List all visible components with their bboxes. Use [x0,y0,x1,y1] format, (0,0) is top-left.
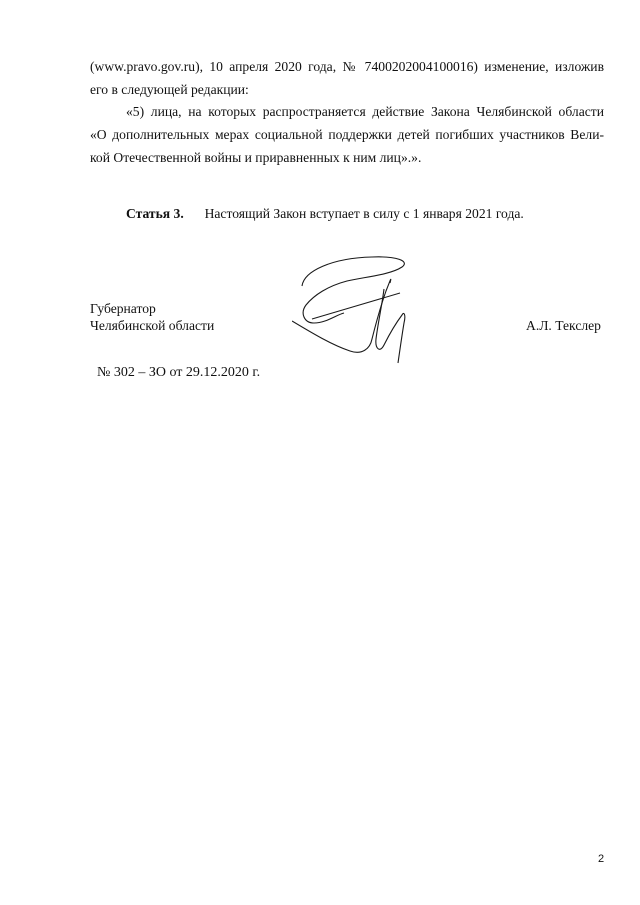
body-line-5: кой Отечественной войны и приравненных к ним лиц».». [90,150,422,165]
article-3-label: Статья 3. [126,206,184,221]
law-reference: № 302 – ЗО от 29.12.2020 г. [97,365,261,380]
handwritten-signature [292,253,422,365]
article-3-text: Настоящий Закон вступает в силу с 1 января 2021 года. [204,206,524,221]
governor-title-line-2: Челябинской области [90,318,215,333]
governor-name: А.Л. Текслер [526,318,601,333]
body-line-3: «5) лица, на которых распространяется действие Закона Челябинской области [126,104,604,119]
governor-title-line-1: Губернатор [90,301,156,316]
body-line-1: (www.pravo.gov.ru), 10 апреля 2020 года, № 7400202004100016) изменение, изложив [90,59,604,74]
body-line-4: «О дополнительных мерах социальной поддержки детей погибших участников Вели- [90,127,604,142]
page-number: 2 [598,853,605,865]
body-line-2: его в следующей редакции: [90,82,249,97]
article-3 [126,205,524,223]
